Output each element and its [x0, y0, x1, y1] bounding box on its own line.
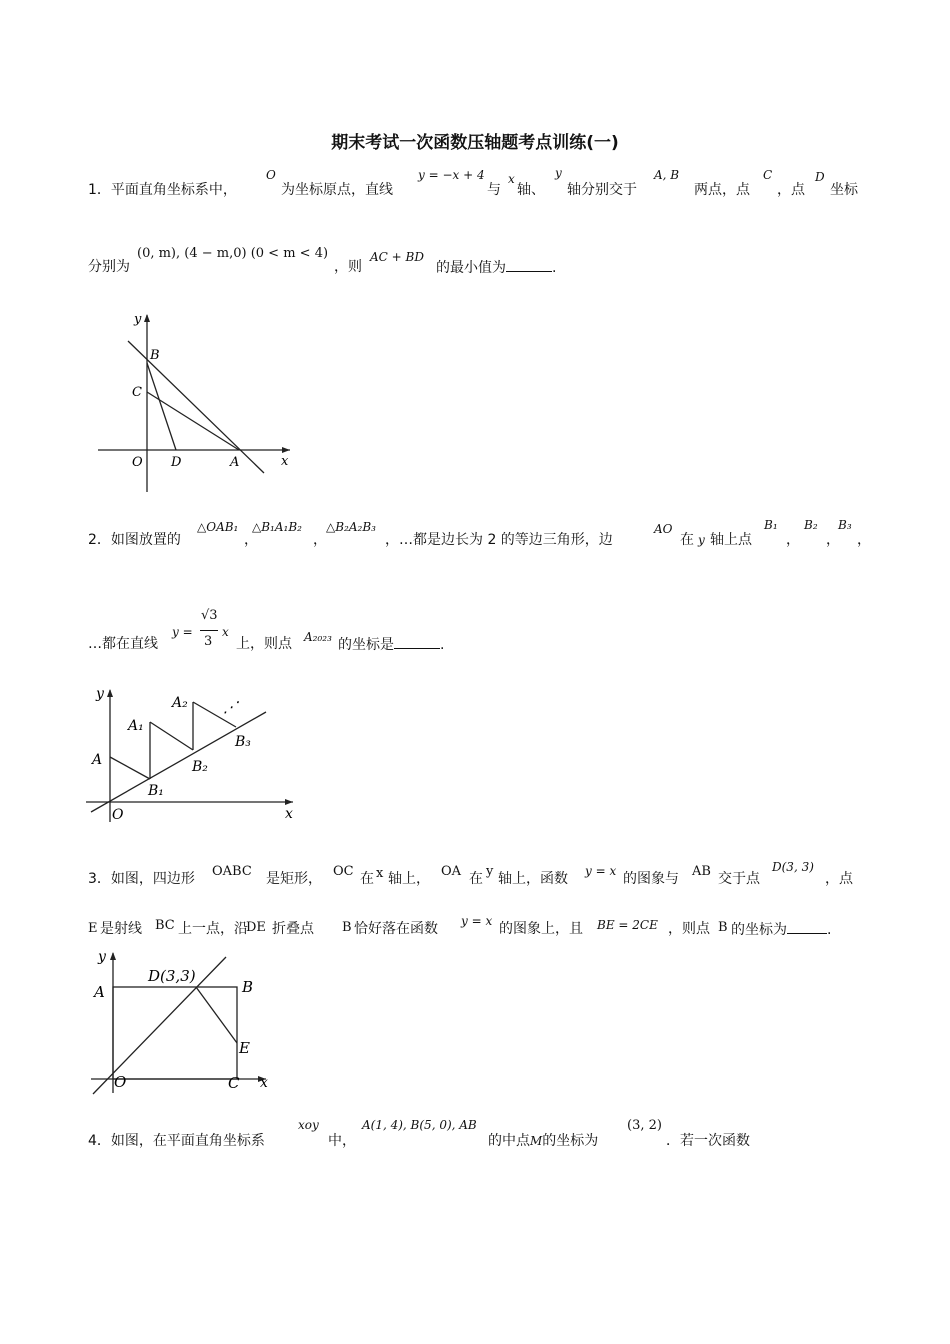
- q3-eq2: y = x: [461, 914, 493, 928]
- q3-text: ，则点: [668, 921, 710, 937]
- q1-expr: AC + BD: [370, 250, 424, 264]
- q2-text: ，: [244, 532, 258, 548]
- q4-line1: 4．如图，在平面直角坐标系: [88, 1133, 265, 1149]
- q3-text: 恰好落在函数: [354, 921, 438, 937]
- q1-text: 两点，点: [694, 182, 750, 198]
- q1-figure: [90, 305, 300, 495]
- q3-eq1: y = x: [585, 864, 617, 878]
- answer-blank[interactable]: [506, 260, 552, 272]
- page-title: 期末考试一次函数压轴题考点训练(一): [331, 133, 619, 153]
- q1-text: 为坐标原点，直线: [281, 182, 393, 198]
- q3-OC: OC: [333, 864, 354, 879]
- q3-text: 轴上，: [388, 871, 430, 887]
- q2-tri3: △B₂A₂B₃: [326, 520, 376, 534]
- q3-OABC: OABC: [212, 864, 252, 879]
- q1-answer-line: 的最小值为 .: [436, 260, 557, 276]
- point-C: C: [228, 1074, 240, 1092]
- q3-y: y: [486, 864, 494, 879]
- q1-text: 坐标: [830, 182, 858, 198]
- answer-blank[interactable]: [394, 637, 440, 649]
- q3-text: 的图象与: [623, 871, 679, 887]
- q3-DE: DE: [246, 920, 266, 935]
- q3-text: 的图象上，且: [499, 921, 583, 937]
- point-O: O: [112, 807, 124, 823]
- q3-text: 在: [360, 871, 374, 887]
- q2-answer-line: 的坐标是 .: [338, 637, 445, 653]
- q3-answer-line: 的坐标为 .: [731, 922, 832, 938]
- continuation-dots: ⋰: [223, 698, 238, 716]
- q3-E: E: [88, 921, 98, 936]
- q4-text: 中，: [328, 1133, 356, 1149]
- point-B: B: [242, 978, 254, 996]
- axis-y-label: y: [134, 312, 142, 327]
- q4-points: A(1, 4), B(5, 0), AB: [362, 1118, 477, 1132]
- q1-C: C: [763, 168, 773, 182]
- q2-y: y: [698, 533, 705, 547]
- q4-text-m: 的中点M的坐标为: [488, 1133, 599, 1149]
- q3-text: 交于点: [718, 871, 760, 887]
- q2-B1: B₁: [764, 518, 778, 532]
- point-D: D: [171, 455, 182, 470]
- q3-AB: AB: [692, 864, 711, 879]
- axis-y-label: y: [96, 686, 104, 702]
- axis-x-label: x: [285, 806, 293, 822]
- point-E: E: [239, 1039, 250, 1057]
- point-A: A: [230, 455, 240, 470]
- q3-figure: [86, 945, 286, 1095]
- q3-text: ，点: [825, 871, 853, 887]
- q1-x: x: [508, 172, 515, 186]
- q2-line1: 2．如图放置的: [88, 532, 181, 548]
- q2-text: ，…都是边长为 2 的等边三角形，边: [385, 532, 613, 548]
- q1-text: 与: [487, 182, 501, 198]
- point-A: A: [94, 983, 105, 1001]
- q2-B3: B₃: [838, 518, 852, 532]
- q1-y: y: [555, 166, 562, 180]
- point-B2: B₂: [192, 759, 208, 775]
- q2-AO: AO: [654, 522, 673, 536]
- point-A1: A₁: [128, 718, 144, 734]
- answer-blank[interactable]: [787, 922, 827, 934]
- q2-text: ，: [857, 532, 871, 548]
- q1-line-eq: y = −x + 4: [418, 168, 485, 182]
- q2-figure: [86, 682, 301, 827]
- axis-y-label: y: [98, 949, 106, 965]
- q3-OA: OA: [441, 864, 462, 879]
- q3-text: 上一点，沿: [178, 921, 248, 937]
- point-A2: A₂: [172, 695, 188, 711]
- point-B1: B₁: [148, 783, 164, 799]
- q2-text: 上，则点: [236, 636, 292, 652]
- q2-B2: B₂: [804, 518, 818, 532]
- q3-text: 折叠点: [272, 921, 314, 937]
- q4-xoy: xoy: [298, 1118, 319, 1132]
- q1-text: 轴分别交于: [567, 182, 637, 198]
- q1-line1: 1．平面直角坐标系中，: [88, 182, 237, 198]
- q4-M-coords: (3, 2): [627, 1118, 662, 1133]
- q1-AB: A, B: [654, 168, 680, 182]
- q3-cond: BE = 2CE: [597, 918, 658, 932]
- q2-tri1: △OAB₁: [197, 520, 239, 534]
- q1-D: D: [815, 170, 825, 184]
- q1-text: ，点: [777, 182, 805, 198]
- q3-x: x: [376, 866, 384, 881]
- axis-x-label: x: [281, 454, 289, 469]
- point-B: B: [150, 348, 160, 363]
- axis-x-label: x: [260, 1075, 268, 1091]
- point-O: O: [114, 1073, 127, 1091]
- point-B3: B₃: [235, 734, 251, 750]
- q3-line1: 3．如图，四边形: [88, 871, 195, 887]
- q2-text: ，: [786, 532, 800, 548]
- q2-text: ，: [313, 532, 327, 548]
- q4-text: ．若一次函数: [666, 1133, 750, 1149]
- q2-tri2: △B₁A₁B₂: [252, 520, 302, 534]
- q1-text: 轴、: [517, 182, 545, 198]
- q3-text: 在: [469, 871, 483, 887]
- q2-A2023: A₂₀₂₃: [304, 630, 332, 644]
- point-C: C: [132, 385, 142, 400]
- q3-B2: B: [718, 920, 728, 935]
- q3-D33: D(3, 3): [772, 860, 814, 874]
- q3-text: 是矩形，: [266, 871, 322, 887]
- q2-text: …都在直线: [88, 636, 158, 652]
- point-D: D(3,3): [148, 967, 196, 985]
- q2-line-eq: y = √3 3 x: [172, 608, 229, 649]
- q1-text: 分别为: [88, 259, 130, 275]
- point-O: O: [132, 455, 143, 470]
- q1-text: ，则: [334, 259, 362, 275]
- q2-text: ，: [826, 532, 840, 548]
- point-A: A: [92, 752, 103, 768]
- q2-text: 在: [680, 532, 694, 548]
- q3-B: B: [342, 920, 352, 935]
- q3-text: 轴上，函数: [498, 871, 568, 887]
- q2-text: 轴上点: [710, 532, 752, 548]
- q1-coords: (0, m), (4 − m,0) (0 < m < 4): [137, 246, 329, 261]
- q1-O: O: [266, 168, 276, 182]
- q3-BC: BC: [155, 918, 175, 933]
- q3-text: 是射线: [100, 921, 142, 937]
